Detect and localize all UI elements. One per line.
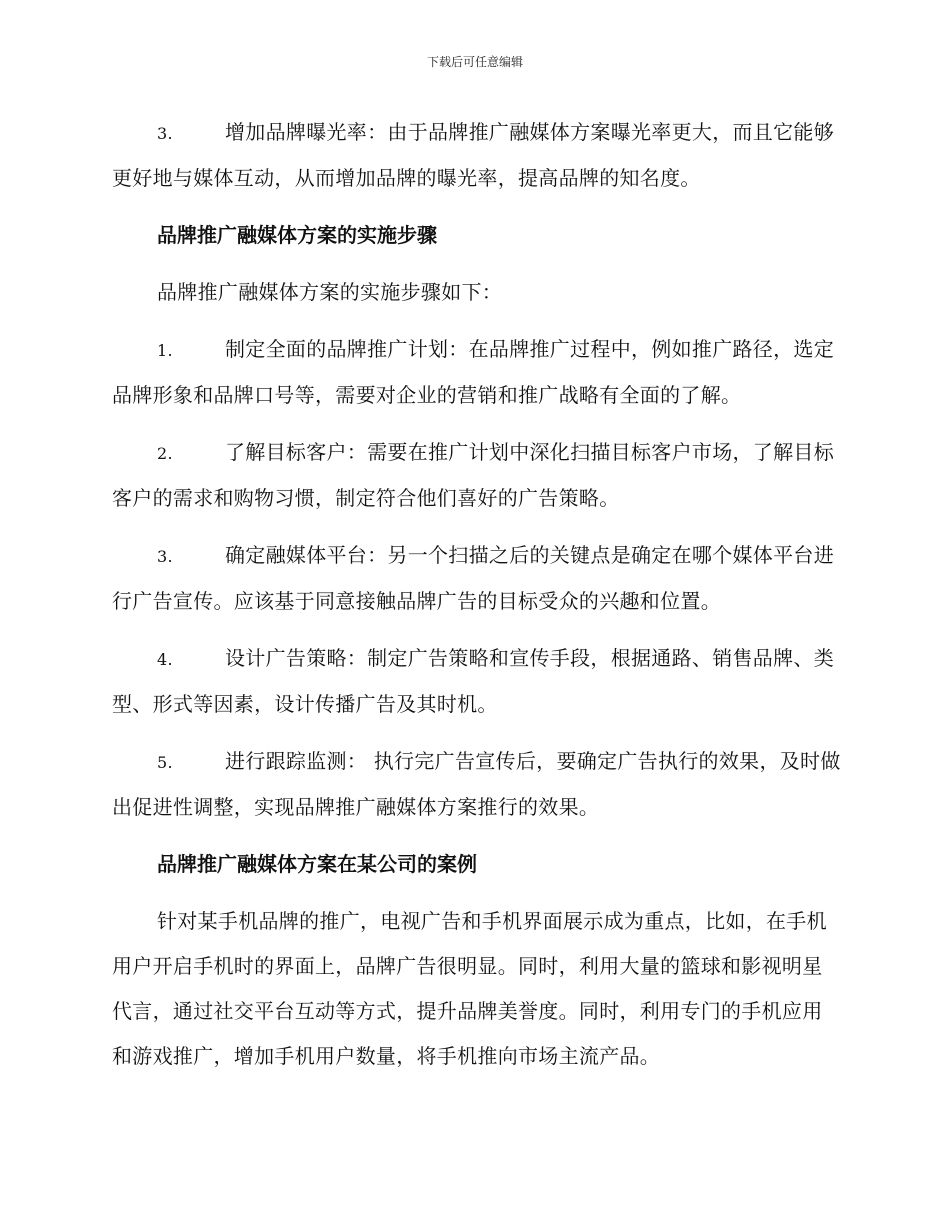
list-number: 2. xyxy=(157,444,173,463)
section-heading-case: 品牌推广融媒体方案在某公司的案例 xyxy=(157,852,477,876)
list-text: 了解目标客户：需要在推广计划中深化扫描目标客户市场，了解目标客户的需求和购物习惯，制定符合他们喜好的广告策略。 xyxy=(112,440,834,510)
list-number: 4. xyxy=(157,650,173,669)
case-paragraph: 针对某手机品牌的推广，电视广告和手机界面展示成为重点，比如，在手机用户开启手机时的界面上，品牌广告很明显。同时，利用大量的篮球和影视明星代言，通过社交平台互动等方式，提升品牌美誉度。同时，利用专门的手机应用和游戏推广，增加手机用户数量，将手机推向市场主流产品。 xyxy=(112,909,827,1068)
section-heading-steps: 品牌推广融媒体方案的实施步骤 xyxy=(157,223,437,247)
list-text: 确定融媒体平台：另一个扫描之后的关键点是确定在哪个媒体平台进行广告宣传。应该基于同意接触品牌广告的目标受众的兴趣和位置。 xyxy=(112,543,834,613)
list-item xyxy=(112,327,842,418)
page-header: 下载后可任意编辑 xyxy=(426,55,523,69)
document-body xyxy=(112,110,842,1079)
section-intro: 品牌推广融媒体方案的实施步骤如下： xyxy=(157,280,503,304)
list-text: 进行跟踪监测： 执行完广告宣传后，要确定广告执行的效果，及时做出促进性调整，实现品牌推广融媒体方案推行的效果。 xyxy=(112,749,841,819)
list-number: 1. xyxy=(157,341,173,360)
list-text: 设计广告策略：制定广告策略和宣传手段，根据通路、销售品牌、类型、形式等因素，设计传播广告及其时机。 xyxy=(112,646,834,716)
list-text: 制定全面的品牌推广计划：在品牌推广过程中，例如推广路径，选定品牌形象和品牌口号等，需要对企业的营销和推广战略有全面的了解。 xyxy=(112,337,834,407)
list-text: 增加品牌曝光率：由于品牌推广融媒体方案曝光率更大，而且它能够更好地与媒体互动，从而增加品牌的曝光率，提高品牌的知名度。 xyxy=(112,120,834,190)
list-item xyxy=(112,739,842,830)
list-item xyxy=(112,533,842,624)
list-item xyxy=(112,430,842,521)
list-number: 3. xyxy=(157,124,173,143)
list-number: 3. xyxy=(157,547,173,566)
list-number: 5. xyxy=(157,753,173,772)
list-item-exposure xyxy=(112,110,842,201)
list-item xyxy=(112,636,842,727)
